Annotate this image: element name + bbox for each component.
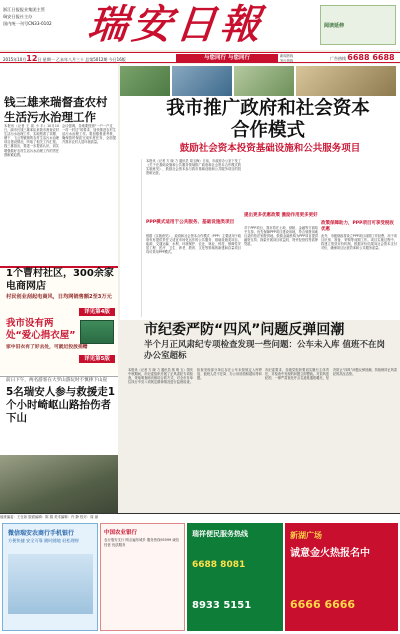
article-body: 此外，市级财政将设立PPP项目前期工作经费，用于项目识别、准备、采购等前期工作。项目实施过程中，将建立绩效评价机制，根据评价结果向社会资本支付对价，确保项目运营效率和公共服务质量。 bbox=[321, 234, 397, 251]
masthead-publisher-info bbox=[3, 6, 73, 27]
lead-paragraph: 本报讯（记者 方 晓 力 通讯员 周玉梅）日前，市政府办公室下发了《关于在基础设施和公共服务领域推广政府和社会资本合作模式的实施意见》，鼓励社会资本参与我市基础设施和公共服务项目的投资和运营。 bbox=[146, 159, 241, 176]
promo-headline[interactable]: 我市设有两处“爱心捐衣屋” bbox=[6, 318, 76, 341]
ad-title: 瑞祥便民服务热线 bbox=[192, 530, 248, 538]
lead-headline-2[interactable]: 市纪委严防“四风”问题反弹回潮 bbox=[144, 322, 345, 338]
masthead-promo-text: 阅读延伸 bbox=[324, 23, 345, 29]
hotline-label: 广告热线 bbox=[330, 56, 346, 61]
ad-title: 中国农业银行 bbox=[104, 530, 138, 536]
service-hotline-ad[interactable] bbox=[187, 523, 283, 631]
page-reference-badge[interactable]: 详见第5版 bbox=[79, 355, 115, 363]
ad-phone: 8933 5151 bbox=[192, 600, 252, 611]
ad-subtitle: 诚意金火热报名中 bbox=[290, 548, 370, 559]
hotline-number: 6688 6688 bbox=[347, 53, 395, 62]
header-photo bbox=[296, 66, 396, 96]
ad-phone: 6688 8081 bbox=[192, 560, 246, 570]
publisher-line: 浙江日报报业集团主管 bbox=[3, 7, 45, 12]
lead-headline[interactable]: 我市推广政府和社会资本合作模式 bbox=[166, 98, 370, 141]
page-reference-badge[interactable]: 详见第4版 bbox=[79, 308, 115, 316]
hotline-tags bbox=[280, 54, 293, 63]
header-photo bbox=[120, 66, 170, 96]
ad-phone: 6666 6666 bbox=[290, 598, 356, 611]
header-photo bbox=[234, 66, 294, 96]
ad-title: 微信瑞安农商行手机银行 bbox=[8, 530, 75, 537]
section-heading: 政策保障助力，PPP项目可享受税收优惠 bbox=[321, 221, 394, 232]
article-body: 根据《实施意见》，政府和社会资本合作模式（PPP）主要适用于政府负有提供责任又适宜市场化运作的公共服务、基础设施类项目。能源、交通运输、水利、环境保护、农业、林业、科技、保障性安居工程、医疗、卫生、养老、教育、文化等领域的新建和存量项目均可采用PPP模式。 bbox=[146, 234, 241, 255]
date-prefix: 2015年10月 bbox=[3, 57, 27, 62]
article-body: 会议强调，各地要按照“一户一户过、一村一村过”的要求，加快推进农村生活污水治理工作。要加强督查考核，确保按时保质完成年度任务，全面提升我市农村人居环境质量。 bbox=[62, 124, 116, 145]
header-photo bbox=[172, 66, 232, 96]
ad-image bbox=[8, 554, 93, 614]
column-divider bbox=[122, 159, 142, 317]
slogan-banner: 与您同行 与您同行 bbox=[176, 54, 278, 63]
clothes-bin-photo bbox=[80, 320, 114, 344]
publisher-line: 国内统一刊号CN33-0102 bbox=[3, 21, 52, 26]
article-headline[interactable]: 钱三雄来瑞督查农村生活污水治理工作 bbox=[4, 95, 108, 124]
ad-title: 新湖广场 bbox=[290, 531, 322, 540]
newspaper-logo: 瑞安日報 bbox=[85, 1, 267, 48]
ad-subtitle: 农行瑞安支行 网点遍布城乡 服务热线95599 诚信经营 优质服务 bbox=[104, 538, 180, 547]
promo-headline[interactable]: 1个曹村社区，300余家电商网店 bbox=[6, 268, 114, 292]
article-body: 本报讯（记者 王 周 小 丰）10月10日，副市长钱三雄率队来我市督查农村生活污水治理工作，实地察看了莘塍、塘下、飞云等镇街的农村生活污水治理项目建设情况，听取了相关工作汇报。钱三雄指出，要进一步提高认识，切实增强做好农村生活污水治理工作的责任感和紧迫感。 bbox=[4, 124, 59, 157]
story-headline[interactable]: 5名瑞安人参与救援走1个小时崎岖山路抬伤者下山 bbox=[6, 386, 116, 424]
date-day: 12 bbox=[26, 54, 38, 63]
date-suffix: 日 星期一 乙未年八月三十 总第5012期 今日16版 bbox=[37, 57, 126, 62]
section-heading: PPP模式适用于公共服务、基础设施类项目 bbox=[146, 220, 235, 225]
editor-credits: 值班编委：王仕如 版面编辑：陈 娟 美术编辑：许 静 校对：周 丽 bbox=[0, 513, 400, 520]
story-kicker: 前日下午，两名游客在大罗山游玩时不慎摔下山崖 bbox=[6, 378, 108, 383]
rescue-photo bbox=[0, 455, 118, 513]
date-bar bbox=[0, 52, 400, 63]
ad-subtitle: 方便快捷 安全可靠 随时随地 轻松理财 bbox=[8, 538, 79, 543]
lead-subheadline-2: 半个月正风肃纪专项检查发现一些问题：公车未入库 值班不在岗 办公室超标 bbox=[144, 340, 385, 361]
article-body: 对于PPP项目，我市将在土地、财税、金融等方面给予支持。优先保障PPP项目建设用地，符合划拨用地目录的依法划拨供地。鼓励金融机构为PPP项目提供融资支持，探索开展项目收益权、特许经营权等质押贷款。 bbox=[244, 226, 318, 247]
ad-hotline bbox=[330, 53, 395, 64]
promo-subtitle: 家中旧衣有了好去处，可就近投放捐赠 bbox=[6, 345, 88, 350]
masthead-promo-box bbox=[320, 5, 396, 45]
promo-subtitle: 村民创业刮起电商风，日均网销售额2至3万元 bbox=[6, 294, 112, 300]
section-heading: 提出更多优惠政策 激励作用更多更好 bbox=[244, 213, 318, 218]
lead-subheadline: 鼓励社会资本投资基础设施和公共服务项目 bbox=[179, 143, 361, 154]
hotline-tag: 新闻热线 bbox=[280, 54, 294, 58]
article-body: 市纪委要求，各级党组织要切实履行主体责任，对检查中发现的问题立即整改。对顶风违纪的，一律严肃查处并点名道姓通报曝光，坚决防止“四风”问题反弹回潮，持续保持正风肃纪的高压态势。 bbox=[265, 368, 397, 381]
publisher-line: 瑞安日报社主办 bbox=[3, 14, 33, 19]
article-body: 本报讯（记者 方 晓 力 通讯员 郭 明 玉）国庆中秋期间，市纪委组织开展了正风肃纪专项检查，采取明查暗访相结合的方式，对全市各单位执行中央八项规定精神情况进行监督检查。检查发现部分单位存在公车未按规定入库停放、值班人员不在岗、办公用房面积超标等问题。 bbox=[128, 368, 262, 385]
hotline-tag: 发行热线 bbox=[280, 58, 294, 63]
issue-date bbox=[3, 54, 126, 64]
